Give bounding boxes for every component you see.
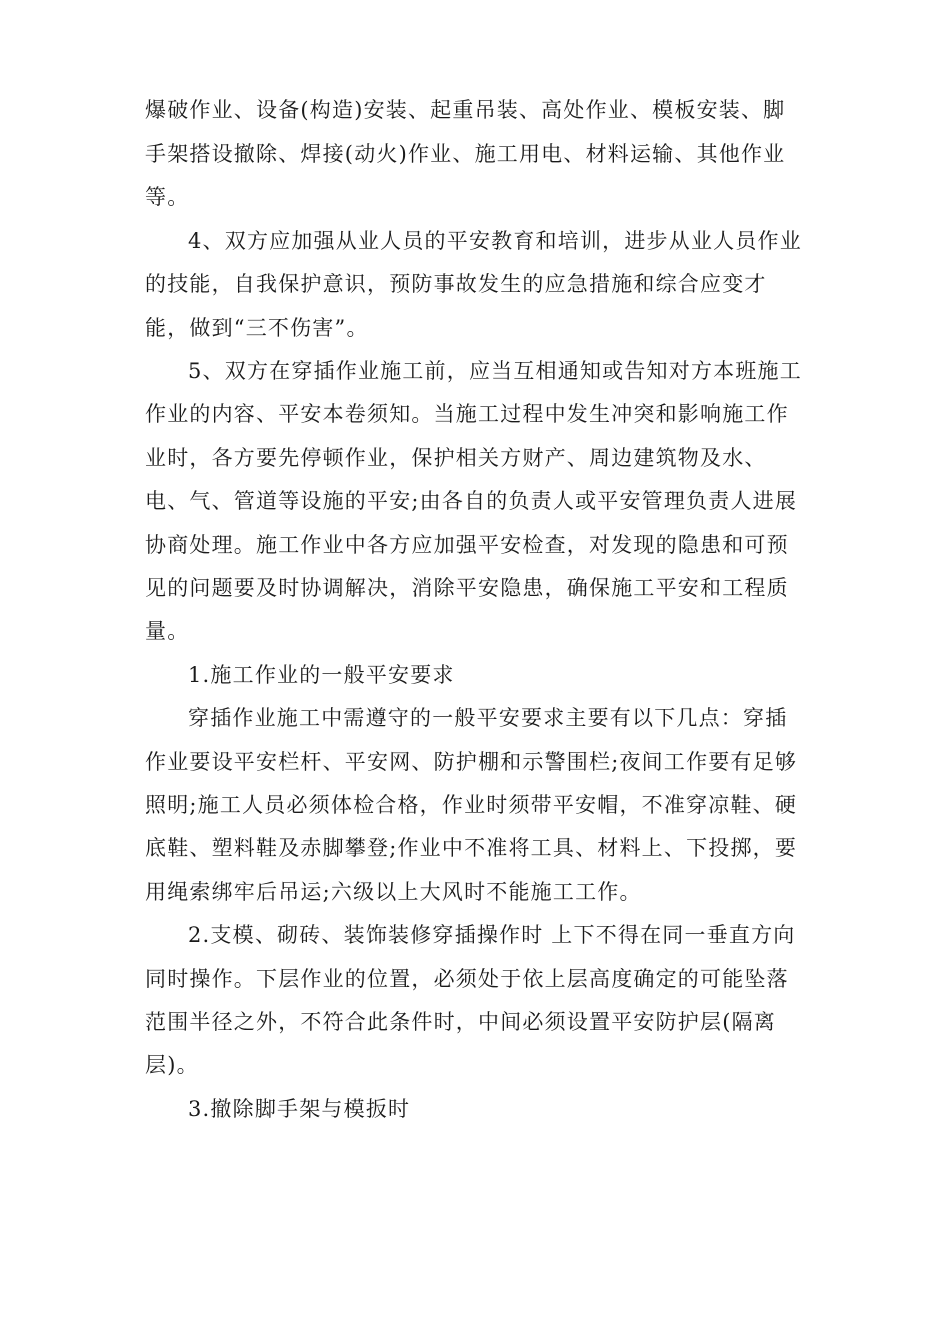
text-line: 手架搭设撤除、焊接(动火)作业、施工用电、材料运输、其他作业 [145, 142, 786, 166]
text-line: 作业要设平安栏杆、平安网、防护棚和示警围栏;夜间工作要有足够 [145, 750, 798, 774]
text-line: 同时操作。下层作业的位置，必须处于依上层高度确定的可能坠落 [145, 967, 789, 991]
text-line: 量。 [145, 619, 190, 643]
section-heading-2: 2.支模、砌砖、装饰装修穿插操作时 上下不得在同一垂直方向 [188, 923, 796, 947]
text-line: 用绳索绑牢后吊运;六级以上大风时不能施工工作。 [145, 880, 642, 904]
paragraph-4-start: 4、双方应加强从业人员的平安教育和培训，进步从业人员作业 [188, 229, 802, 253]
text-line: 照明;施工人员必须体检合格，作业时须带平安帽，不准穿凉鞋、硬 [145, 793, 798, 817]
text-line: 的技能，自我保护意识，预防事故发生的应急措施和综合应变才 [145, 272, 767, 296]
paragraph-5-start: 5、双方在穿插作业施工前，应当互相通知或告知对方本班施工 [188, 359, 802, 383]
paragraph-general-start: 穿插作业施工中需遵守的一般平安要求主要有以下几点：穿插 [188, 706, 788, 730]
text-line: 底鞋、塑料鞋及赤脚攀登;作业中不准将工具、材料上、下投掷，要 [145, 836, 798, 860]
text-line: 层)。 [145, 1053, 199, 1077]
text-line: 能，做到“三不伤害”。 [145, 316, 369, 340]
text-line: 协商处理。施工作业中各方应加强平安检查，对发现的隐患和可预 [145, 533, 789, 557]
text-line: 等。 [145, 185, 190, 209]
section-heading-1: 1.施工作业的一般平安要求 [188, 663, 455, 687]
text-line: 作业的内容、平安本卷须知。当施工过程中发生冲突和影响施工作 [145, 402, 789, 426]
section-heading-3: 3.撤除脚手架与模扳时 [188, 1097, 411, 1121]
text-line: 见的问题要及时协调解决，消除平安隐患，确保施工平安和工程质 [145, 576, 789, 600]
text-line: 范围半径之外，不符合此条件时，中间必须设置平安防护层(隔离 [145, 1010, 776, 1034]
text-line: 电、气、管道等设施的平安;由各自的负责人或平安管理负责人进展 [145, 489, 798, 513]
text-line: 爆破作业、设备(构造)安装、起重吊装、高处作业、模板安装、脚 [145, 98, 786, 122]
text-line: 业时，各方要先停顿作业，保护相关方财产、周边建筑物及水、 [145, 446, 767, 470]
